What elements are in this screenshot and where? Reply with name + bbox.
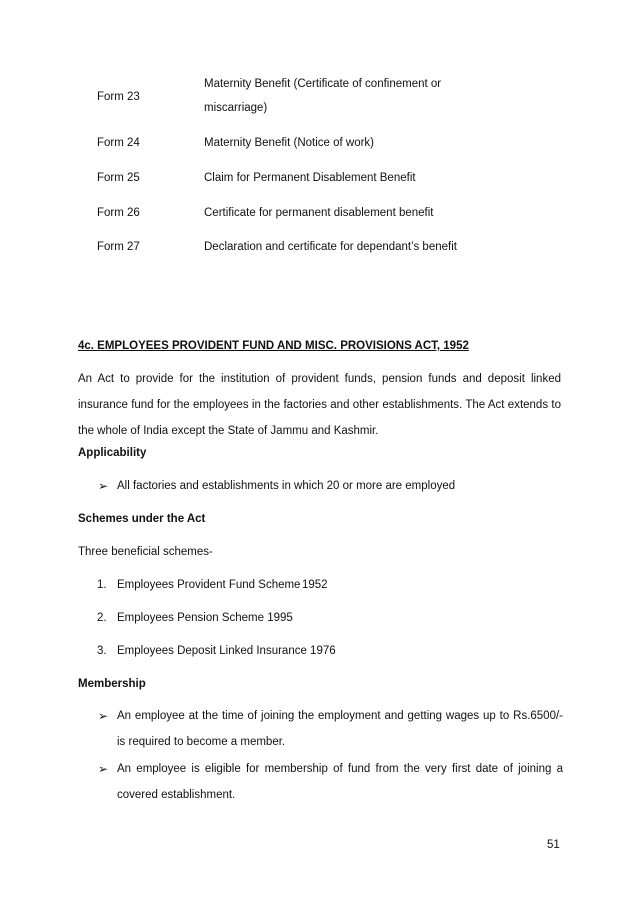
form-description: Maternity Benefit (Notice of work): [204, 137, 375, 149]
scheme-text: Employees Pension Scheme 1995: [117, 612, 293, 624]
section-title: 4c. EMPLOYEES PROVIDENT FUND AND MISC. PROVISIONS ACT, 1952: [78, 340, 469, 352]
scheme-year: 1952: [302, 579, 328, 591]
schemes-heading: Schemes under the Act: [78, 513, 206, 525]
form-description: Certificate for permanent disablement benefit: [204, 207, 434, 219]
form-code: Form 27: [97, 241, 140, 253]
membership-heading: Membership: [78, 678, 146, 690]
form-description: Maternity Benefit (Certificate of confinement or: [204, 78, 442, 90]
form-description: Claim for Permanent Disablement Benefit: [204, 172, 416, 184]
arrow-bullet-icon: ➢: [98, 479, 109, 493]
scheme-name: Employees Provident Fund Scheme: [117, 579, 301, 591]
scheme-number: 2.: [97, 612, 107, 624]
form-code: Form 23: [97, 91, 140, 103]
form-description: Declaration and certificate for dependant’s benefit: [204, 241, 457, 253]
form-code: Form 25: [97, 172, 140, 184]
form-description-continued: miscarriage): [204, 102, 268, 114]
scheme-number: 1.: [97, 579, 107, 591]
applicability-item: All factories and establishments in which 20 or more are employed: [117, 480, 456, 492]
schemes-lead: Three beneficial schemes-: [78, 546, 213, 558]
form-code: Form 26: [97, 207, 140, 219]
arrow-bullet-icon: ➢: [98, 762, 109, 776]
membership-item: An employee is eligible for membership of fund from the very first date of joining a covered establishment.: [117, 763, 563, 801]
applicability-heading: Applicability: [78, 447, 147, 459]
arrow-bullet-icon: ➢: [98, 709, 109, 723]
membership-item: An employee at the time of joining the employment and getting wages up to Rs.6500/- is required to become a member.: [117, 710, 563, 748]
scheme-text: Employees Deposit Linked Insurance 1976: [117, 645, 336, 657]
scheme-number: 3.: [97, 645, 107, 657]
intro-paragraph: An Act to provide for the institution of provident funds, pension funds and deposit linked insurance fund for the employees in the factories and other establishments. The Act extends to the whole of India except the State of Jammu and Kashmir.: [78, 373, 561, 437]
page-number: 51: [547, 839, 560, 851]
form-code: Form 24: [97, 137, 140, 149]
